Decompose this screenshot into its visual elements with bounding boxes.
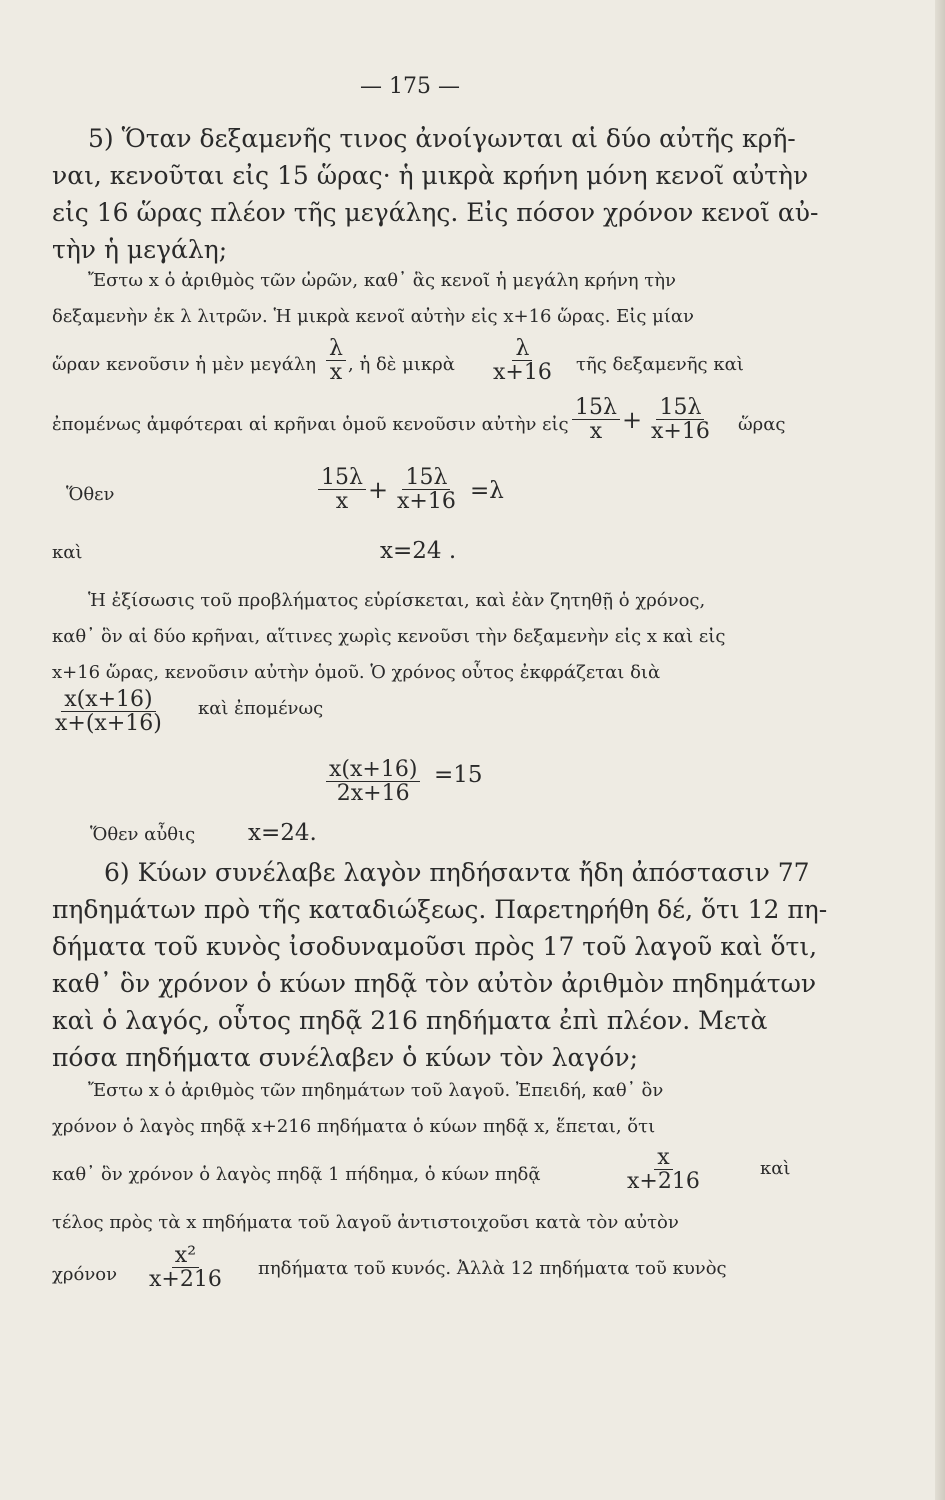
fraction-denominator: x+16 [651,419,710,445]
solution6-line4: τέλος πρὸς τὰ x πηδήματα τοῦ λαγοῦ ἀντιστοιχοῦσι κατὰ τὸν αὐτὸν [52,1212,679,1233]
fraction-denominator: x [335,489,349,515]
problem6-line6: πόσα πηδήματα συνέλαβεν ὁ κύων τὸν λαγόν; [52,1043,639,1072]
problem5-line4: τὴν ἡ μεγάλη; [52,235,228,264]
fraction-numerator: λ [326,337,346,361]
problem6-line1: 6) Κύων συνέλαβε λαγὸν πηδήσαντα ἤδη ἀπόστασιν 77 [104,858,810,887]
solution-x-equals-24: x=24 . [380,538,457,564]
fraction-numerator: 15λ [318,466,366,490]
fraction-denominator: x+(x+16) [55,711,162,737]
solution-x-equals-24-again: x=24. [248,820,317,846]
fraction-numerator: x [654,1146,672,1170]
othen-authis: Ὅθεν αὖθις [90,824,196,845]
fraction-numerator: 15λ [572,396,620,420]
solution5-line3b: , ἡ δὲ μικρὰ [348,354,455,375]
fraction-lambda-over-x [326,337,346,384]
problem5-line3: εἰς 16 ὥρας πλέον τῆς μεγάλης. Εἰς πόσον χρόνον κενοῖ αὐ- [52,198,819,227]
fraction-combined-time [52,688,165,735]
fraction-denominator: 2x+16 [336,781,410,807]
kai-label: καὶ [52,542,83,563]
problem6-line4: καθ᾽ ὃν χρόνον ὁ κύων πηδᾷ τὸν αὐτὸν ἀριθμὸν πηδημάτων [52,969,817,998]
eq-fraction-15lambda-over-x16 [394,466,459,513]
plus-sign: + [622,406,643,434]
othen-label: Ὅθεν [66,484,115,505]
fraction-denominator: x [329,360,343,386]
solution6-line3b: καὶ [760,1158,791,1179]
fraction-numerator: 15λ [656,396,704,420]
solution5-line2: δεξαμενὴν ἐκ λ λιτρῶν. Ἡ μικρὰ κενοῖ αὐτὴν εἰς x+16 ὥρας. Εἰς μίαν [52,306,694,327]
fraction-numerator: x(x+16) [61,688,155,712]
fraction-denominator: x [589,419,603,445]
problem6-line5: καὶ ὁ λαγός, οὗτος πηδᾷ 216 πηδήματα ἐπὶ πλέον. Μετὰ [52,1006,768,1035]
fraction-15lambda-over-x [572,396,620,443]
fraction-lambda-over-x16 [490,337,555,384]
fraction-numerator: x(x+16) [326,758,420,782]
solution5-line4b: ὥρας [738,414,786,435]
fraction-15lambda-over-x16 [648,396,713,443]
fraction-x-x16-over-2x16 [326,758,420,805]
page-number: — 175 — [360,74,460,99]
solution5-line3c: τῆς δεξαμενῆς καὶ [576,354,744,375]
solution6-line5a: χρόνον [52,1264,118,1285]
solution5-line1: Ἔστω x ὁ ἀριθμὸς τῶν ὡρῶν, καθ᾽ ἃς κενοῖ ἡ μεγάλη κρήνη τὴν [88,270,676,291]
solution6-line1: Ἔστω x ὁ ἀριθμὸς τῶν πηδημάτων τοῦ λαγοῦ. Ἐπειδή, καθ᾽ ὃν [88,1080,664,1101]
solution6-line5b: πηδήματα τοῦ κυνός. Ἀλλὰ 12 πηδήματα τοῦ κυνὸς [258,1258,727,1279]
problem6-line3: δήματα τοῦ κυνὸς ἰσοδυναμοῦσι πρὸς 17 τοῦ λαγοῦ καὶ ὅτι, [52,932,818,961]
fraction-numerator: x² [172,1244,199,1268]
solution5-equation-line3: x+16 ὥρας, κενοῦσιν αὐτὴν ὁμοῦ. Ὁ χρόνος οὗτος ἐκφράζεται διὰ [52,662,661,683]
solution5-line3a: ὥραν κενοῦσιν ἡ μὲν μεγάλη [52,354,317,375]
solution6-line2: χρόνον ὁ λαγὸς πηδᾷ x+216 πηδήματα ὁ κύων πηδᾷ x, ἕπεται, ὅτι [52,1116,656,1137]
solution6-line3a: καθ᾽ ὃν χρόνον ὁ λαγὸς πηδᾷ 1 πήδημα, ὁ κύων πηδᾷ [52,1164,541,1185]
plus-sign: + [368,476,389,504]
fraction-numerator: 15λ [402,466,450,490]
equals-lambda: =λ [470,478,504,504]
fraction-denominator: x+216 [627,1169,700,1195]
solution5-equation-line2: καθ᾽ ὃν αἱ δύο κρῆναι, αἵτινες χωρὶς κενοῦσι τὴν δεξαμενὴν εἰς x καὶ εἰς [52,626,726,647]
fraction-denominator: x+16 [493,360,552,386]
fraction-x-over-x216 [624,1146,703,1193]
fraction-denominator: x+216 [149,1267,222,1293]
equals-15: =15 [434,762,483,788]
problem6-line2: πηδημάτων πρὸ τῆς καταδιώξεως. Παρετηρήθη δέ, ὅτι 12 πη- [52,895,828,924]
fraction-numerator: λ [512,337,532,361]
problem5-line1: 5) Ὅταν δεξαμενῆς τινος ἀνοίγωνται αἱ δύο αὐτῆς κρῆ- [88,124,796,153]
solution5-line4a: ἐπομένως ἀμφότεραι αἱ κρῆναι ὁμοῦ κενοῦσιν αὐτὴν εἰς [52,414,569,435]
problem5-line2: ναι, κενοῦται εἰς 15 ὥρας· ἡ μικρὰ κρήνη μόνη κενοῖ αὐτὴν [52,161,809,190]
fraction-x2-over-x216 [146,1244,225,1291]
eq-fraction-15lambda-over-x [318,466,366,513]
kai-epomenos: καὶ ἐπομένως [198,698,324,719]
solution5-equation-line1: Ἡ ἐξίσωσις τοῦ προβλήματος εὑρίσκεται, καὶ ἐὰν ζητηθῇ ὁ χρόνος, [88,590,706,611]
fraction-denominator: x+16 [397,489,456,515]
